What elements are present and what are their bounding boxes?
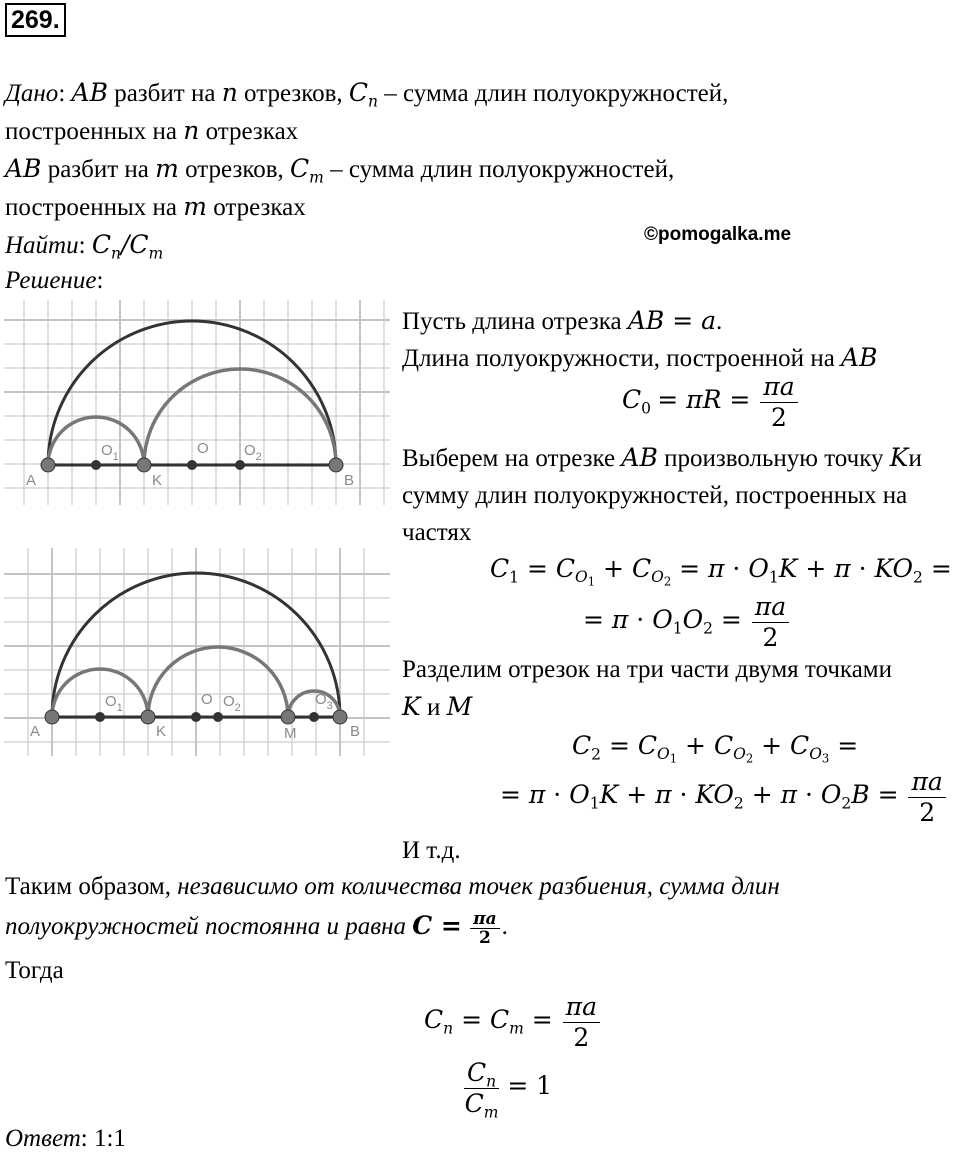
label-o1: $O_1$: [105, 693, 123, 714]
solution-line-6: Разделим отрезок на три части двумя точками: [402, 656, 892, 683]
point-a: [45, 710, 59, 724]
solution-text: Пусть длина отрезка: [402, 308, 622, 335]
math-ab: AB: [841, 343, 878, 372]
solution-line-7: [402, 692, 472, 723]
figure-1-diagram: [4, 300, 390, 510]
solution-label: Решение: [5, 267, 97, 294]
conclusion-text: Таким образом,: [5, 873, 171, 900]
point-o: [191, 712, 201, 722]
given-text: отрезков,: [185, 156, 284, 183]
formula-c2-line-1: $C_2 = C_{O_1} + C_{O_2} + C_{O_3}$ =: [572, 731, 859, 766]
semicircle-km: [148, 647, 288, 717]
math-n: n: [221, 78, 238, 107]
conclusion-italic-text: независимо от количества точек разбиения, сумма длин: [177, 873, 780, 900]
point-o1: [95, 712, 105, 722]
conclusion-line-1: [5, 872, 780, 902]
math-k: K: [402, 692, 421, 721]
given-text: разбит на: [114, 80, 216, 107]
given-line-2: [5, 116, 298, 147]
point-o: [187, 460, 197, 470]
point-k: [141, 710, 155, 724]
problem-number: 269.: [5, 3, 66, 37]
label-o3: $O_3$: [315, 691, 333, 712]
given-text: построенных на: [5, 194, 178, 221]
point-o2: [213, 712, 223, 722]
given-text: – сумма длин полуокружностей,: [384, 80, 729, 107]
label-m: M: [284, 725, 297, 742]
find-label: Найти: [5, 232, 79, 259]
formula-c2-line-2: = $\pi \cdot O_1K + \pi \cdot KO_2 + \pi \cdot O_2B$ = $\frac{\pi a}{2}$: [500, 767, 948, 828]
point-a: [41, 458, 55, 472]
given-line-4: [5, 192, 306, 223]
math-c-bold: C =: [412, 911, 462, 941]
point-o3: [309, 712, 319, 722]
math-n: n: [183, 116, 200, 145]
solution-text: и: [908, 445, 922, 472]
point-b: [333, 710, 347, 724]
math-cn: $C_n$: [348, 78, 379, 111]
label-o2: $O_2$: [244, 442, 262, 463]
label-k: K: [156, 723, 167, 740]
find-line: Найти: $C_n/C_m$: [5, 230, 164, 263]
given-text: отрезках: [213, 194, 306, 221]
fraction-pi-a-over-2-small: $\frac{\pi a}{2}$: [470, 910, 499, 947]
fraction-pi-a-over-2: $\frac{\pi a}{2}$: [563, 992, 600, 1053]
solution-line-5: частях: [402, 519, 472, 546]
math-cm: $C_m$: [290, 154, 324, 187]
label-k: K: [152, 472, 163, 489]
answer-line: Ответ: 1:1: [5, 1125, 126, 1152]
point-o1: [91, 460, 101, 470]
math-ab: AB: [71, 78, 108, 107]
given-text: отрезков,: [244, 80, 343, 107]
math-m-point: M: [446, 692, 473, 721]
conclusion-italic-text: полуокружностей постоянна и равна: [5, 913, 407, 941]
solution-line-4: сумму длин полуокружностей, построенных на: [402, 482, 908, 509]
solution-line-2: [402, 343, 877, 374]
label-b: B: [350, 723, 361, 740]
given-line-1: Дано: AB разбит на n отрезков, $C_n$ – сумма длин полуокружностей,: [5, 78, 729, 111]
formula-cn-eq-cm: $C_n = C_m$ = $\frac{\pi a}{2}$: [424, 992, 602, 1053]
solution-text: Длина полуокружности, построенной на: [402, 345, 835, 372]
math-k: K: [889, 443, 909, 472]
given-text: построенных на: [5, 118, 178, 145]
label-o1: $O_1$: [101, 442, 119, 463]
fraction-pi-a-over-2: $\frac{\pi a}{2}$: [760, 372, 797, 433]
given-label: Дано: [5, 80, 59, 107]
solution-text: произвольную точку: [664, 445, 884, 472]
label-b: B: [344, 472, 355, 489]
conclusion-line-2: полуокружностей постоянна и равна C = $\frac{\pi a}{2}$ .: [5, 909, 508, 948]
label-o: O: [201, 691, 213, 708]
given-text: отрезках: [205, 118, 299, 145]
then-line: Тогда: [5, 957, 64, 984]
solution-text: и: [426, 694, 441, 721]
point-b: [329, 458, 343, 472]
given-text: – сумма длин полуокружностей,: [330, 156, 675, 183]
formula-c1-line-1: $C_1 = C_{O_1} + C_{O_2} = \pi \cdot O_1K + \pi \cdot KO_2$ =: [490, 554, 952, 589]
solution-line-1: Пусть длина отрезка AB = a.: [402, 306, 723, 335]
formula-c0: $C_0 = \pi R$ = $\frac{\pi a}{2}$: [622, 372, 800, 433]
point-o2: [235, 460, 245, 470]
math-ab: AB: [5, 154, 42, 183]
math-cn-over-cm: $C_n/C_m$: [91, 230, 164, 263]
formula-c1-line-2: = $\pi \cdot O_1O_2$ = $\frac{\pi a}{2}$: [583, 592, 791, 653]
math-ab-eq-a: AB = a: [627, 306, 717, 335]
point-m: [281, 710, 295, 724]
given-text: разбит на: [47, 156, 149, 183]
answer-value: 1:1: [93, 1125, 126, 1152]
label-a: A: [30, 723, 41, 740]
point-k: [137, 458, 151, 472]
formula-ratio: $\frac{C_n}{C_m}$ = 1: [464, 1058, 553, 1122]
given-line-3: [5, 154, 674, 185]
watermark: ©pomogalka.me: [644, 224, 792, 245]
math-m: m: [155, 154, 179, 183]
solution-label-line: Решение:: [5, 267, 104, 294]
label-a: A: [26, 472, 37, 489]
solution-line-3: [402, 443, 922, 474]
figure-2-diagram: [4, 548, 390, 760]
solution-text: Выберем на отрезке: [402, 445, 616, 472]
fraction-pi-a-over-2: $\frac{\pi a}{2}$: [908, 767, 945, 828]
fraction-pi-a-over-2: $\frac{\pi a}{2}$: [752, 592, 789, 653]
math-m: m: [183, 192, 207, 221]
label-o2: $O_2$: [223, 693, 241, 714]
math-ab: AB: [621, 443, 658, 472]
answer-label: Ответ: [5, 1125, 81, 1152]
label-o: O: [197, 440, 209, 457]
solution-line-etc: И т.д.: [402, 837, 461, 864]
fraction-cn-over-cm: $\frac{C_n}{C_m}$: [464, 1058, 499, 1122]
